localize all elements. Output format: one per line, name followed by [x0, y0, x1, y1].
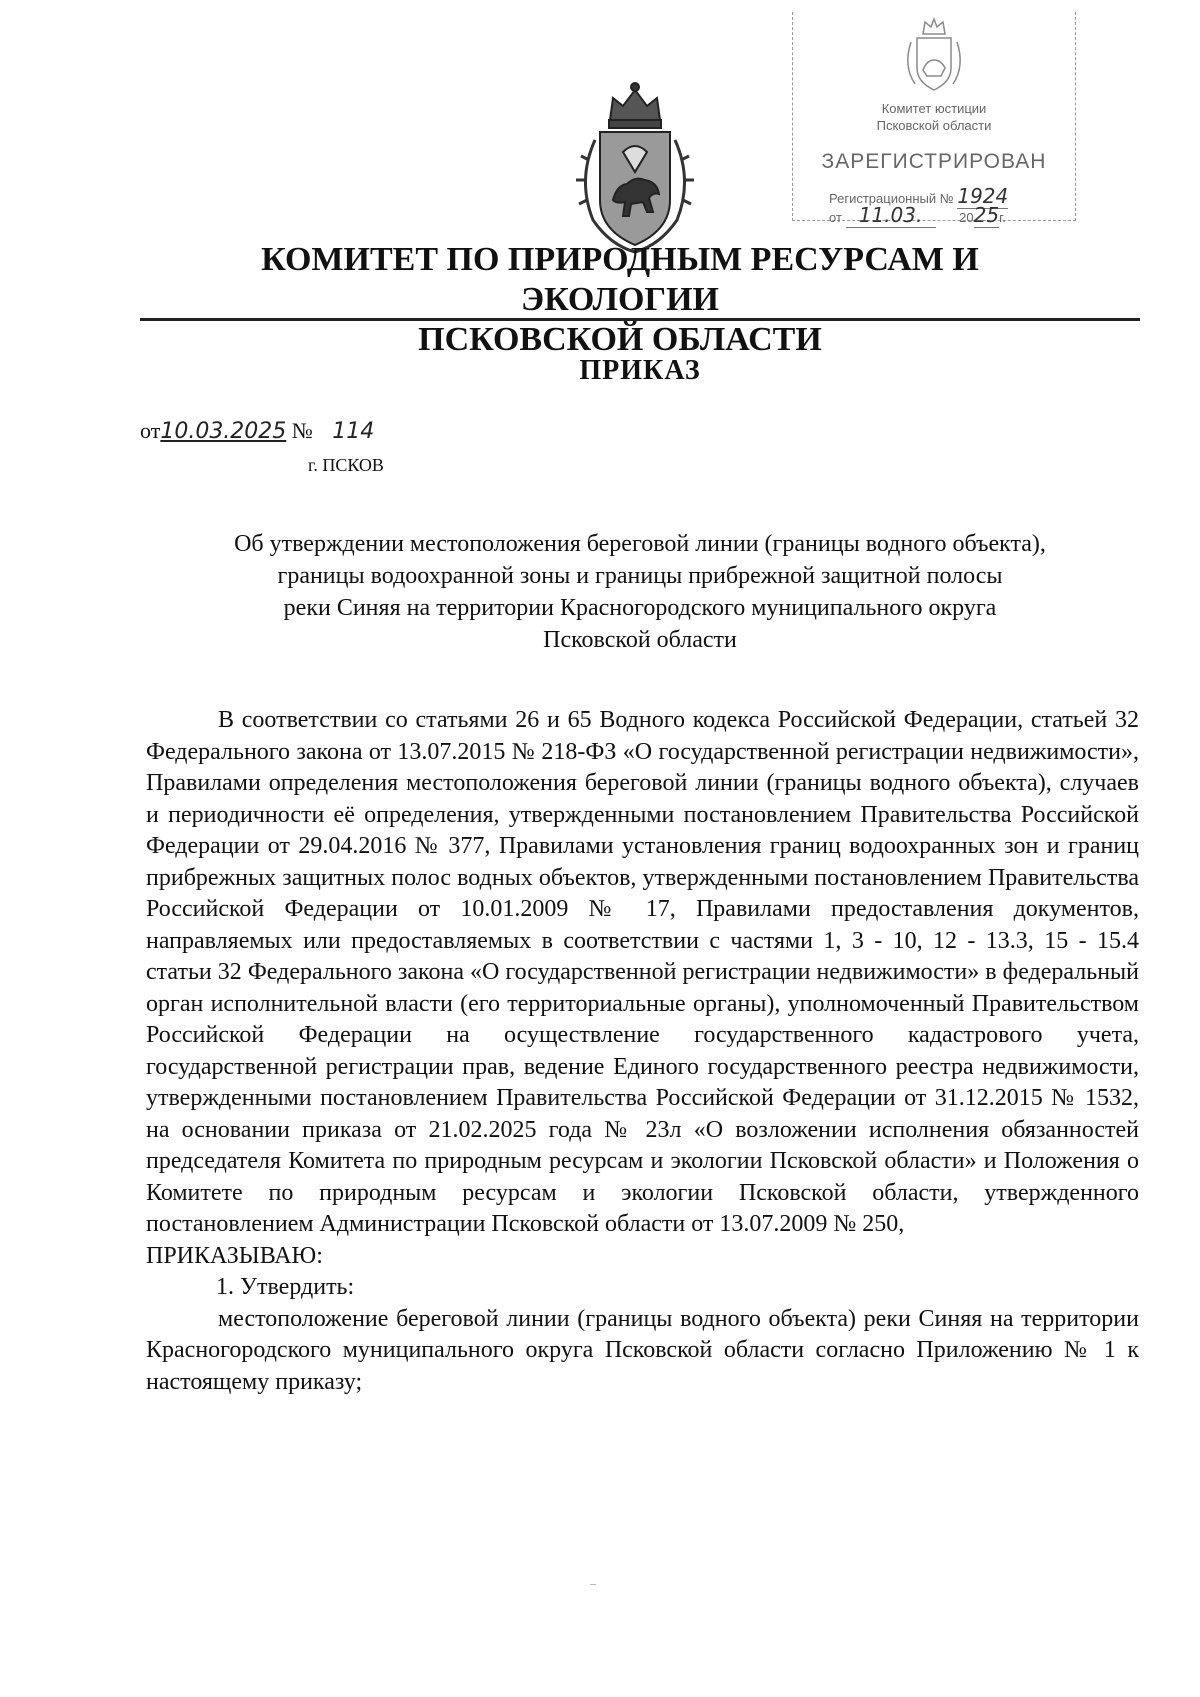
item-1-heading: 1. Утвердить:: [216, 1274, 355, 1300]
order-date-handwritten: 10.03.2025: [160, 419, 287, 444]
stamp-year-handwritten: 25: [973, 203, 1000, 227]
org-name-line1: КОМИТЕТ ПО ПРИРОДНЫМ РЕСУРСАМ И ЭКОЛОГИИ: [261, 241, 979, 318]
scan-speck: [590, 1584, 596, 1585]
command-word: ПРИКАЗЫВАЮ:: [146, 1242, 323, 1269]
stamp-registration-number: Регистрационный № 1924: [829, 184, 1009, 208]
registration-stamp: [792, 12, 1076, 227]
org-name-line2: ПСКОВСКОЙ ОБЛАСТИ: [418, 321, 822, 358]
stamp-title: ЗАРЕГИСТРИРОВАН: [821, 150, 1047, 173]
coat-of-arms-emblem: [565, 80, 705, 260]
stamp-reg-number-handwritten: 1924: [957, 184, 1009, 208]
document-type-title: ПРИКАЗ: [579, 355, 701, 386]
stamp-date-handwritten: 11.03.: [846, 203, 936, 228]
stamp-registration-date: от 11.03. 2025г.: [829, 203, 1006, 227]
stamp-organization: Комитет юстиции Псковской области: [876, 101, 992, 133]
order-number-handwritten: 114: [332, 419, 375, 444]
preamble-paragraph: В соответствии со статьями 26 и 65 Водного кодекса Российской Федерации, статьей 32 Федерального закона от 13.07.2015 № 218-ФЗ «О государственной регистрации недвижимости», Правилами определения местоположения береговой линии (границы водного объекта), случаев и периодичности её определения, утвержденными постановлением Правительства Российской Федерации от 29.04.2016 № 377, Правилами установления границ водоохранных зон и границ прибрежных защитных полос водных объектов, утвержденными постановлением Правительства Российской Федерации от 10.01.2009 № 17, Правилами предоставления документов, направляемых или предоставляемых в соответствии с частями 1, 3 - 10, 12 - 13.3, 15 - 15.4 статьи 32 Федерального закона «О государственной регистрации недвижимости» в федеральный орган исполнительной власти (его территориальные органы), уполномоченный Правительством Российской Федерации на осуществление государственного кадастрового учета, государственной регистрации прав, ведение Единого государственного реестра недвижимости, утвержденными постановлением Правительства Российской Федерации от 31.12.2015 № 1532, на основании приказа от 21.02.2025 года № 23л «О возложении исполнения обязанностей председателя Комитета по природным ресурсам и экологии Псковской области» и Положения о Комитете по природным ресурсам и экологии Псковской области, утвержденного постановлением Администрации Псковской области от 13.07.2009 № 250,: [146, 707, 1139, 1237]
stamp-emblem-icon: [901, 16, 967, 96]
header-divider: [140, 318, 1140, 321]
order-date-number: от10.03.2025 № 114: [140, 418, 375, 444]
organization-header: [180, 240, 1060, 360]
order-subject: Об утверждении местоположения береговой линии (границы водного объекта), границы водоохранной зоны и границы прибрежной защитной полосы реки Синяя на территории Красногородского муниципального округа Псковской области: [234, 531, 1046, 653]
item-1-text: местоположение береговой линии (границы водного объекта) реки Синяя на территории Красногородского муниципального округа Псковской области согласно Приложению № 1 к настоящему приказу;: [146, 1305, 1139, 1395]
order-body: [146, 705, 1139, 1398]
order-city: г. ПСКОВ: [308, 455, 384, 475]
